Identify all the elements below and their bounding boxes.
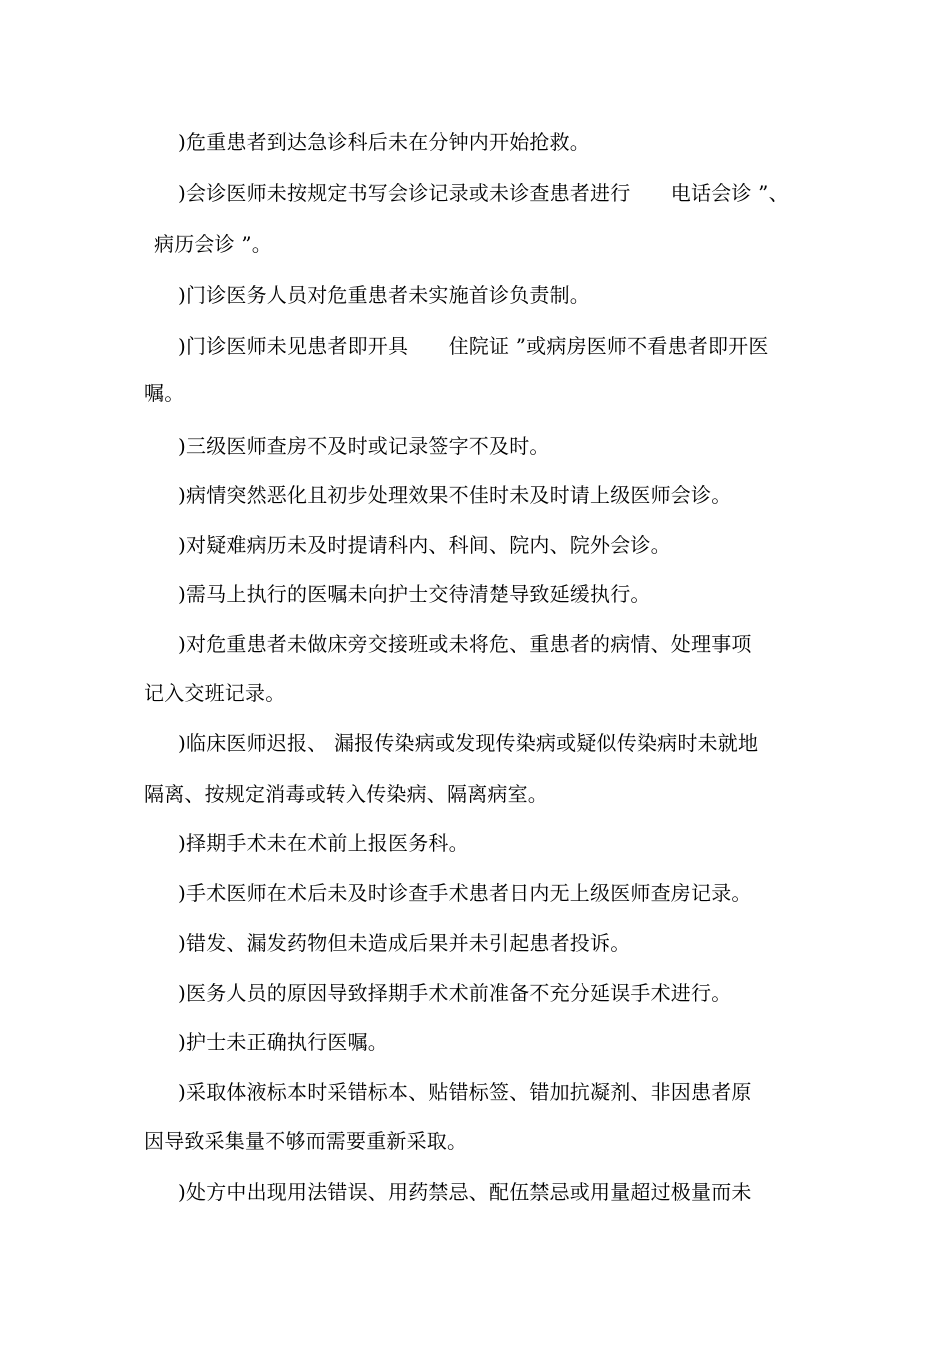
text-line: )临床医师迟报、 漏报传染病或发现传染病或疑似传染病时未就地	[178, 731, 759, 755]
text-line: )手术医师在术后未及时诊查手术患者日内无上级医师查房记录。	[178, 881, 752, 905]
text-line: )医务人员的原因导致择期手术术前准备不充分延误手术进行。	[178, 981, 732, 1005]
text-line: )护士未正确执行医嘱。	[178, 1030, 389, 1054]
text-line: 因导致采集量不够而需要重新采取。	[144, 1129, 468, 1153]
text-line: )采取体液标本时采错标本、贴错标签、错加抗凝剂、非因患者原	[178, 1080, 752, 1104]
text-line: 嘱。	[144, 381, 185, 405]
text-line: )危重患者到达急诊科后未在分钟内开始抢救。	[178, 130, 591, 154]
text-line: )择期手术未在术前上报医务科。	[178, 831, 469, 855]
text-line: )三级医师查房不及时或记录签字不及时。	[178, 434, 550, 458]
text-line: 记入交班记录。	[144, 681, 286, 705]
text-line: )门诊医师未见患者即开具 住院证 ”或病房医师不看患者即开医	[178, 334, 769, 358]
text-line: 隔离、按规定消毒或转入传染病、隔离病室。	[144, 782, 548, 806]
text-line: )会诊医师未按规定书写会诊记录或未诊查患者进行 电话会诊 ”、	[178, 181, 789, 205]
text-line: )处方中出现用法错误、用药禁忌、配伍禁忌或用量超过极量而未	[178, 1180, 752, 1204]
text-line: 病历会诊 ”。	[154, 232, 272, 256]
text-line: )门诊医务人员对危重患者未实施首诊负责制。	[178, 283, 591, 307]
text-line: )对危重患者未做床旁交接班或未将危、重患者的病情、处理事项	[178, 632, 752, 656]
text-line: )错发、漏发药物但未造成后果并未引起患者投诉。	[178, 931, 631, 955]
text-line: )对疑难病历未及时提请科内、科间、院内、院外会诊。	[178, 533, 671, 557]
text-line: )病情突然恶化且初步处理效果不佳时未及时请上级医师会诊。	[178, 483, 732, 507]
text-line: )需马上执行的医嘱未向护士交待清楚导致延缓执行。	[178, 582, 651, 606]
